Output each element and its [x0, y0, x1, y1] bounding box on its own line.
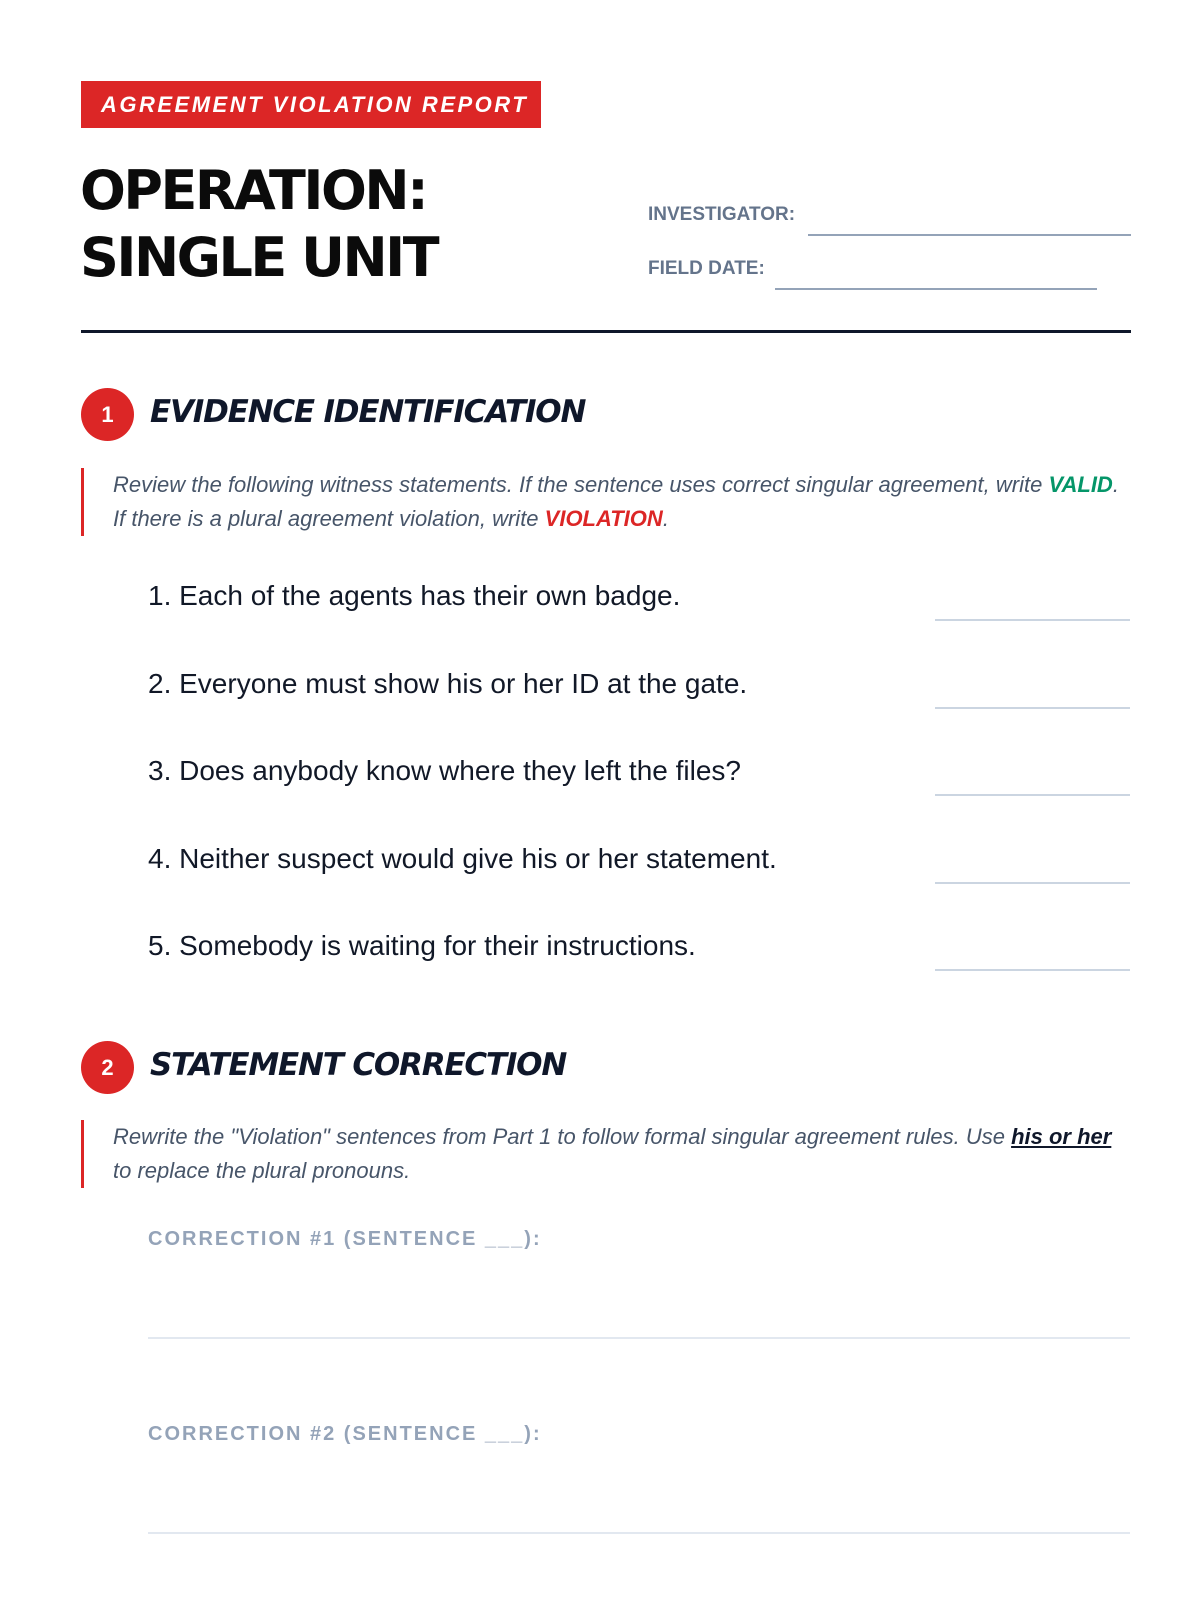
- instructions-text: Rewrite the "Violation" sentences from Part 1 to follow formal singular agreement rules. Use: [113, 1124, 1012, 1149]
- his-or-her-emphasis: his or her: [1011, 1124, 1112, 1149]
- section-1-title: EVIDENCE IDENTIFICATION: [150, 394, 586, 430]
- section-2-title: STATEMENT CORRECTION: [150, 1047, 567, 1083]
- answer-field-3[interactable]: [935, 794, 1130, 796]
- instructions-text: to replace the plural pronouns.: [113, 1158, 411, 1183]
- statement-1: 1. Each of the agents has their own badge.: [148, 580, 681, 611]
- correction-2-field[interactable]: [148, 1532, 1130, 1534]
- statement-2: 2. Everyone must show his or her ID at the gate.: [148, 668, 748, 699]
- section-1-number-badge: 1: [81, 388, 134, 441]
- valid-keyword: VALID: [1048, 472, 1113, 497]
- answer-field-1[interactable]: [935, 619, 1130, 621]
- violation-keyword: VIOLATION: [544, 506, 663, 531]
- statement-3: 3. Does anybody know where they left the files?: [148, 755, 742, 786]
- correction-2-label: CORRECTION #2 (SENTENCE ___):: [148, 1423, 542, 1445]
- section-1-instructions: [81, 468, 1131, 536]
- page-title: [80, 157, 437, 291]
- investigator-label: INVESTIGATOR:: [648, 204, 796, 225]
- instructions-text: .: [662, 506, 669, 531]
- section-2-number-badge: 2: [81, 1041, 134, 1094]
- header-divider: [81, 330, 1131, 333]
- section-2-instructions: [81, 1120, 1131, 1188]
- field-date-label: FIELD DATE:: [648, 258, 765, 279]
- field-date-field[interactable]: [775, 288, 1097, 290]
- page-title-line-1: OPERATION:: [80, 159, 427, 222]
- answer-field-4[interactable]: [935, 882, 1130, 884]
- statement-5: 5. Somebody is waiting for their instructions.: [148, 930, 696, 961]
- correction-1-label: CORRECTION #1 (SENTENCE ___):: [148, 1228, 542, 1250]
- report-type-tag: AGREEMENT VIOLATION REPORT: [81, 81, 541, 128]
- answer-field-2[interactable]: [935, 707, 1130, 709]
- instructions-text: Review the following witness statements. If the sentence uses correct singular agreement, write: [113, 472, 1049, 497]
- correction-1-field[interactable]: [148, 1337, 1130, 1339]
- statement-4: 4. Neither suspect would give his or her statement.: [148, 843, 777, 874]
- answer-field-5[interactable]: [935, 969, 1130, 971]
- instructions-text: . If there is a plural agreement violation, write: [113, 472, 1119, 531]
- page-title-line-2: SINGLE UNIT: [80, 226, 438, 289]
- investigator-field[interactable]: [808, 234, 1131, 236]
